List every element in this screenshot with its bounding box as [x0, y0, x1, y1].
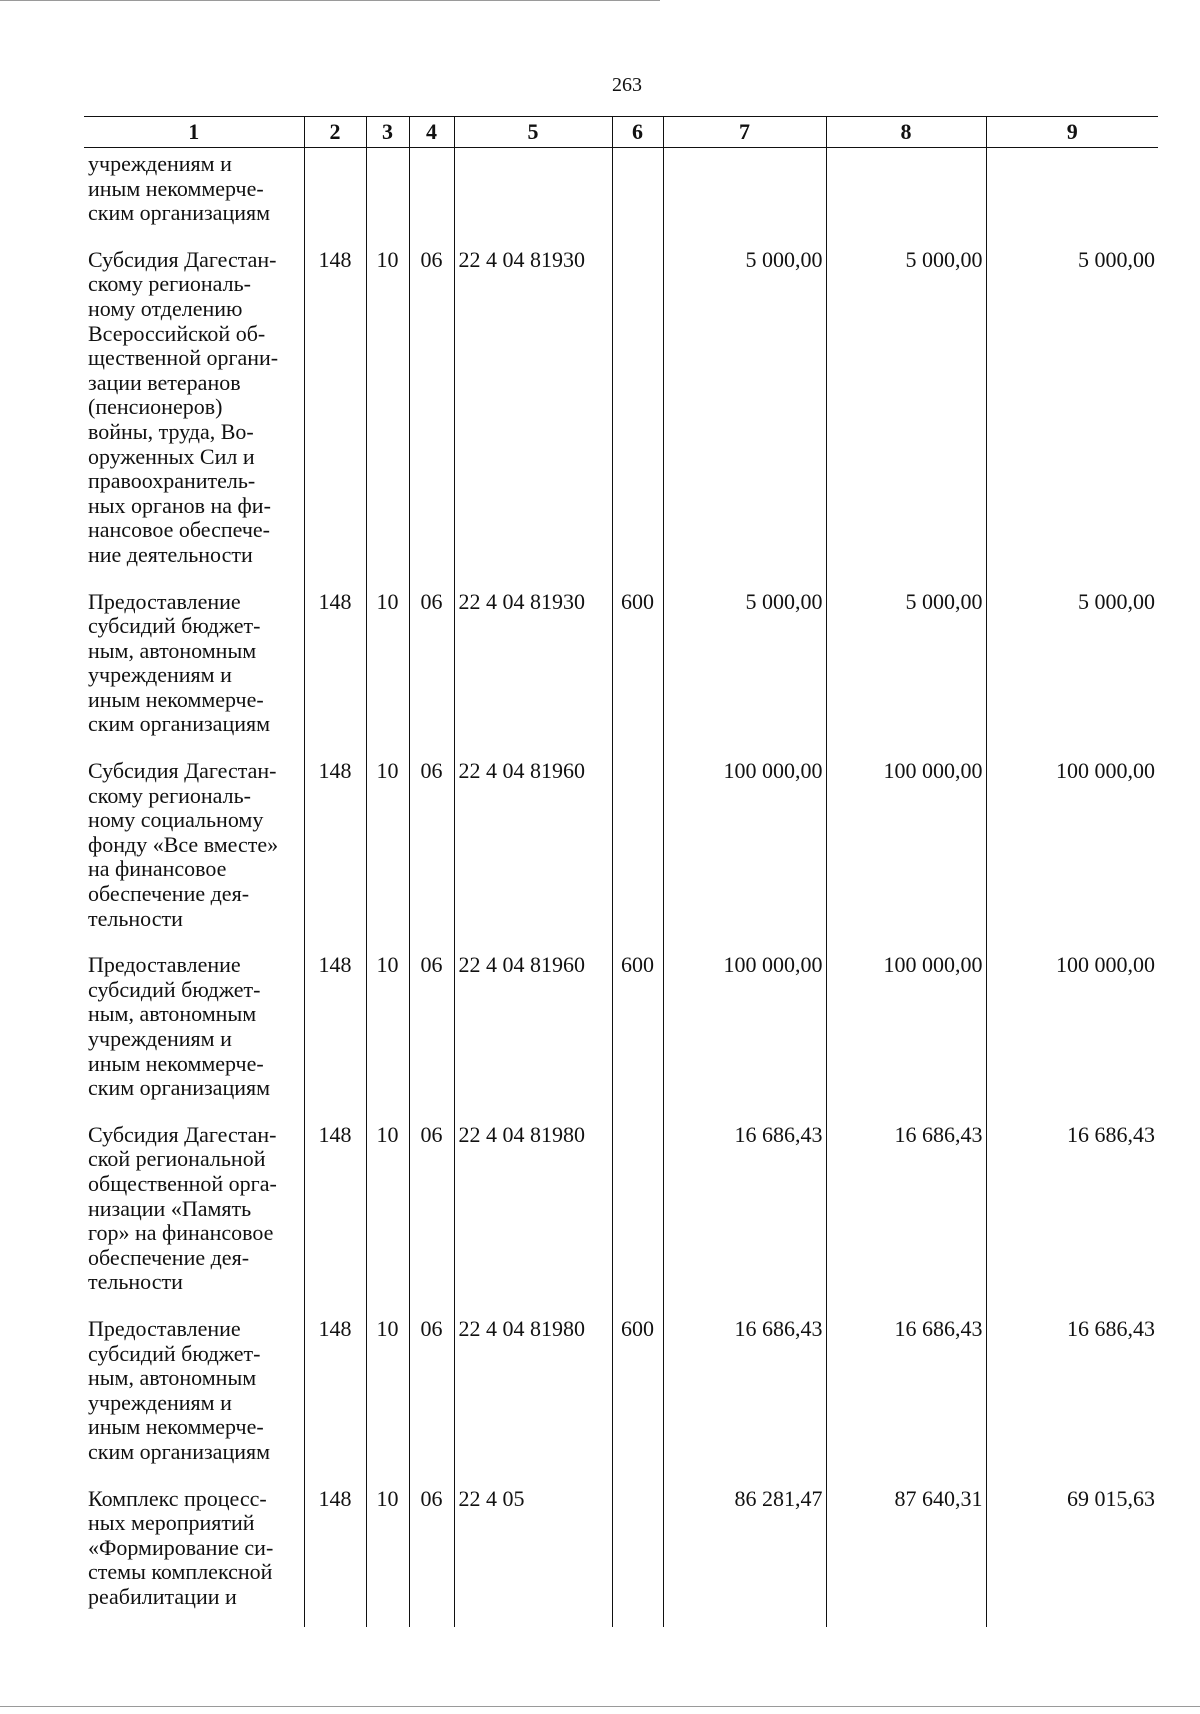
column-6-value: 600 — [612, 586, 663, 756]
column-5-value: 22 4 05 — [454, 1483, 612, 1628]
description-line: на финансовое — [88, 856, 227, 882]
budget-table — [84, 116, 1158, 1627]
description-line: скому региональ- — [88, 271, 251, 297]
column-6-value: 600 — [612, 949, 663, 1119]
column-header: 6 — [612, 117, 663, 148]
column-9-amount: 5 000,00 — [986, 586, 1158, 756]
column-6-value — [612, 755, 663, 949]
description-line: тельности — [88, 1269, 183, 1295]
table-row — [84, 586, 1158, 756]
column-9-amount — [986, 148, 1158, 244]
description-line: иным некоммерче- — [88, 1050, 264, 1076]
page-number: 263 — [612, 74, 642, 96]
description-line: ным, автономным — [88, 637, 257, 663]
description-line: ным, автономным — [88, 1365, 257, 1391]
column-4-value: 06 — [409, 949, 454, 1119]
description-line: ским организациям — [88, 200, 271, 226]
column-8-amount: 16 686,43 — [826, 1119, 986, 1313]
scan-edge-bottom — [0, 1706, 1200, 1707]
description-line: Предоставление — [88, 588, 241, 614]
column-header: 2 — [304, 117, 366, 148]
description-line: оруженных Сил и — [88, 443, 255, 469]
column-7-amount: 16 686,43 — [663, 1313, 826, 1483]
scan-edge-top — [0, 0, 660, 1]
description-line: иным некоммерче- — [88, 175, 264, 201]
column-header: 5 — [454, 117, 612, 148]
column-7-amount: 16 686,43 — [663, 1119, 826, 1313]
column-8-amount: 16 686,43 — [826, 1313, 986, 1483]
description-line: Предоставление — [88, 1315, 241, 1341]
description-line: учреждениям и — [88, 662, 232, 688]
description-line: Предоставление — [88, 952, 241, 978]
column-9-amount: 100 000,00 — [986, 755, 1158, 949]
table-row — [84, 148, 1158, 244]
description-line: ским организациям — [88, 711, 271, 737]
column-6-value — [612, 1119, 663, 1313]
column-2-value: 148 — [304, 1119, 366, 1313]
table-row — [84, 755, 1158, 949]
description-line: ному социальному — [88, 807, 264, 833]
column-header: 1 — [84, 117, 304, 148]
row-description — [84, 755, 304, 949]
row-description — [84, 1119, 304, 1313]
description-line: обеспечение дея- — [88, 1244, 250, 1270]
description-line: Комплекс процесс- — [88, 1485, 267, 1511]
description-line: Субсидия Дагестан- — [88, 246, 277, 272]
description-line: ским организациям — [88, 1075, 271, 1101]
description-line: иным некоммерче- — [88, 686, 264, 712]
description-line: обеспечение дея- — [88, 881, 250, 907]
column-6-value — [612, 244, 663, 586]
column-4-value: 06 — [409, 755, 454, 949]
column-3-value — [366, 148, 409, 244]
column-4-value — [409, 148, 454, 244]
description-line: ных органов на фи- — [88, 492, 271, 518]
column-7-amount — [663, 148, 826, 244]
column-9-amount: 16 686,43 — [986, 1119, 1158, 1313]
column-8-amount: 100 000,00 — [826, 755, 986, 949]
description-line: (пенсионеров) — [88, 394, 223, 420]
description-line: зации ветеранов — [88, 369, 241, 395]
column-header: 9 — [986, 117, 1158, 148]
description-line: тельности — [88, 905, 183, 931]
description-line: Субсидия Дагестан- — [88, 1121, 277, 1147]
column-5-value: 22 4 04 81980 — [454, 1313, 612, 1483]
column-7-amount: 100 000,00 — [663, 755, 826, 949]
row-description — [84, 949, 304, 1119]
header-row — [84, 117, 1158, 148]
column-4-value: 06 — [409, 244, 454, 586]
table-row — [84, 1313, 1158, 1483]
column-2-value — [304, 148, 366, 244]
row-description — [84, 586, 304, 756]
column-3-value: 10 — [366, 755, 409, 949]
row-description — [84, 244, 304, 586]
column-5-value: 22 4 04 81960 — [454, 755, 612, 949]
column-header: 7 — [663, 117, 826, 148]
description-line: Субсидия Дагестан- — [88, 758, 277, 784]
description-line: общественной орга- — [88, 1170, 277, 1196]
table-row — [84, 244, 1158, 586]
column-3-value: 10 — [366, 949, 409, 1119]
description-line: субсидий бюджет- — [88, 1340, 261, 1366]
description-line: учреждениям и — [88, 151, 232, 176]
column-4-value: 06 — [409, 1483, 454, 1628]
column-3-value: 10 — [366, 586, 409, 756]
table-row — [84, 1119, 1158, 1313]
column-header: 4 — [409, 117, 454, 148]
description-line: фонду «Все вместе» — [88, 831, 279, 857]
column-2-value: 148 — [304, 949, 366, 1119]
description-line: войны, труда, Во- — [88, 418, 254, 444]
column-4-value: 06 — [409, 1119, 454, 1313]
description-line: гор» на финансовое — [88, 1220, 274, 1246]
description-line: ской региональной — [88, 1146, 266, 1172]
description-line: Всероссийской об- — [88, 320, 266, 346]
column-5-value: 22 4 04 81980 — [454, 1119, 612, 1313]
column-8-amount: 87 640,31 — [826, 1483, 986, 1628]
column-header: 8 — [826, 117, 986, 148]
column-2-value: 148 — [304, 244, 366, 586]
row-description — [84, 1483, 304, 1628]
column-5-value — [454, 148, 612, 244]
column-8-amount: 100 000,00 — [826, 949, 986, 1119]
description-line: учреждениям и — [88, 1026, 232, 1051]
column-2-value: 148 — [304, 586, 366, 756]
column-4-value: 06 — [409, 1313, 454, 1483]
column-6-value — [612, 1483, 663, 1628]
column-7-amount: 5 000,00 — [663, 586, 826, 756]
column-6-value — [612, 148, 663, 244]
column-header: 3 — [366, 117, 409, 148]
description-line: нансовое обеспече- — [88, 517, 270, 543]
description-line: низации «Память — [88, 1195, 252, 1221]
column-7-amount: 86 281,47 — [663, 1483, 826, 1628]
column-8-amount — [826, 148, 986, 244]
table-row — [84, 949, 1158, 1119]
description-line: стемы комплексной — [88, 1559, 273, 1585]
column-9-amount: 5 000,00 — [986, 244, 1158, 586]
description-line: реабилитации и — [88, 1583, 237, 1609]
description-line: ным, автономным — [88, 1001, 257, 1027]
description-line: «Формирование си- — [88, 1534, 274, 1560]
column-3-value: 10 — [366, 1313, 409, 1483]
description-line: скому региональ- — [88, 782, 251, 808]
table-body — [84, 148, 1158, 1628]
description-line: субсидий бюджет- — [88, 613, 261, 639]
row-description — [84, 148, 304, 244]
column-7-amount: 5 000,00 — [663, 244, 826, 586]
description-line: иным некоммерче- — [88, 1414, 264, 1440]
description-line: субсидий бюджет- — [88, 976, 261, 1002]
column-3-value: 10 — [366, 244, 409, 586]
column-9-amount: 69 015,63 — [986, 1483, 1158, 1628]
column-9-amount: 100 000,00 — [986, 949, 1158, 1119]
description-line: ному отделению — [88, 295, 243, 321]
column-5-value: 22 4 04 81930 — [454, 244, 612, 586]
column-9-amount: 16 686,43 — [986, 1313, 1158, 1483]
column-2-value: 148 — [304, 1483, 366, 1628]
column-7-amount: 100 000,00 — [663, 949, 826, 1119]
column-3-value: 10 — [366, 1119, 409, 1313]
column-4-value: 06 — [409, 586, 454, 756]
description-line: ским организациям — [88, 1438, 271, 1464]
description-line: правоохранитель- — [88, 468, 256, 494]
table-row — [84, 1483, 1158, 1628]
description-line: ние деятельности — [88, 541, 253, 567]
row-description — [84, 1313, 304, 1483]
column-2-value: 148 — [304, 755, 366, 949]
description-line: щественной органи- — [88, 345, 279, 371]
column-2-value: 148 — [304, 1313, 366, 1483]
description-line: ных мероприятий — [88, 1510, 255, 1536]
column-6-value: 600 — [612, 1313, 663, 1483]
column-8-amount: 5 000,00 — [826, 586, 986, 756]
description-line: учреждениям и — [88, 1389, 232, 1415]
column-8-amount: 5 000,00 — [826, 244, 986, 586]
column-5-value: 22 4 04 81960 — [454, 949, 612, 1119]
column-3-value: 10 — [366, 1483, 409, 1628]
column-5-value: 22 4 04 81930 — [454, 586, 612, 756]
